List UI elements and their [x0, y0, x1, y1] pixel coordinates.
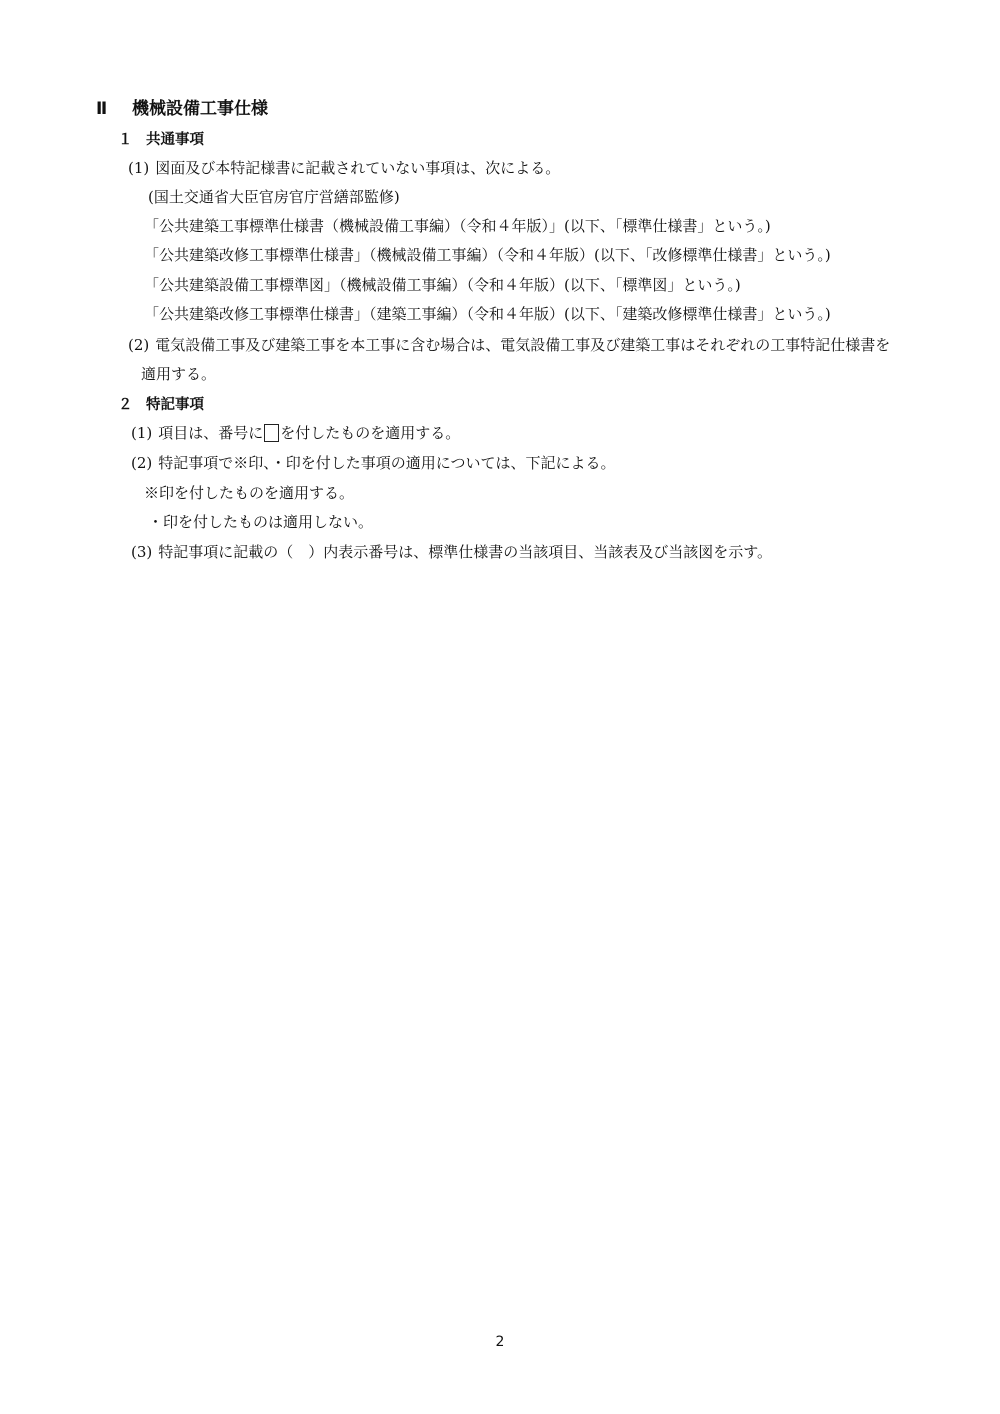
reference-building-renovation-spec: 「公共建築改修工事標準仕様書」（建築工事編）（令和４年版）(以下、「建築改修標準仕様書」という。)	[144, 305, 831, 323]
common-item-1	[128, 158, 560, 178]
item-number: (2)	[128, 336, 150, 354]
item-number: (2)	[131, 454, 153, 472]
item-text: 図面及び本特記様書に記載されていない事項は、次による。	[155, 159, 561, 177]
asterisk-rule: ※印を付したものを適用する。	[144, 484, 355, 502]
special-item-1	[131, 423, 460, 443]
reference-renovation-spec: 「公共建築改修工事標準仕様書」（機械設備工事編）（令和４年版）(以下、「改修標準仕様書」という。)	[144, 246, 831, 264]
common-item-2-continuation: 適用する。	[141, 365, 217, 383]
item-number: (1)	[131, 424, 153, 442]
subsection-2-number: ２	[118, 397, 133, 413]
section-title-number: Ⅱ	[96, 99, 108, 119]
subsection-1-number: １	[118, 132, 133, 148]
subsection-heading-1	[118, 130, 204, 150]
reference-standard-drawing: 「公共建築設備工事標準図」（機械設備工事編）（令和４年版）(以下、「標準図」という。)	[144, 276, 741, 294]
reference-standard-spec: 「公共建築工事標準仕様書（機械設備工事編）（令和４年版）」(以下、「標準仕様書」という。)	[144, 217, 771, 235]
item-text-before: 項目は、番号に	[158, 424, 264, 442]
item-text: 電気設備工事及び建築工事を本工事に含む場合は、電気設備工事及び建築工事はそれぞれの工事特記仕様書を	[155, 336, 891, 354]
item-text: 特記事項に記載の（ ）内表示番号は、標準仕様書の当該項目、当該表及び当該図を示す。	[158, 543, 773, 561]
checkbox-symbol	[264, 424, 279, 442]
section-title-text: 機械設備工事仕様	[132, 99, 268, 119]
item-text: 特記事項で※印、・印を付した事項の適用については、下記による。	[158, 454, 616, 472]
subsection-heading-2	[118, 395, 204, 415]
item-number: (3)	[131, 543, 153, 561]
section-title	[96, 99, 268, 119]
subsection-1-heading: 共通事項	[146, 132, 204, 148]
special-item-3	[131, 542, 772, 562]
subsection-2-heading: 特記事項	[146, 397, 204, 413]
item-number: (1)	[128, 159, 150, 177]
special-item-2	[131, 453, 615, 473]
item-text-after: を付したものを適用する。	[280, 424, 461, 442]
reference-supervisor: (国土交通省大臣官房官庁営繕部監修)	[148, 188, 400, 206]
common-item-2	[128, 335, 890, 355]
dot-rule: ・印を付したものは適用しない。	[148, 513, 374, 531]
page-number: 2	[495, 1334, 505, 1350]
